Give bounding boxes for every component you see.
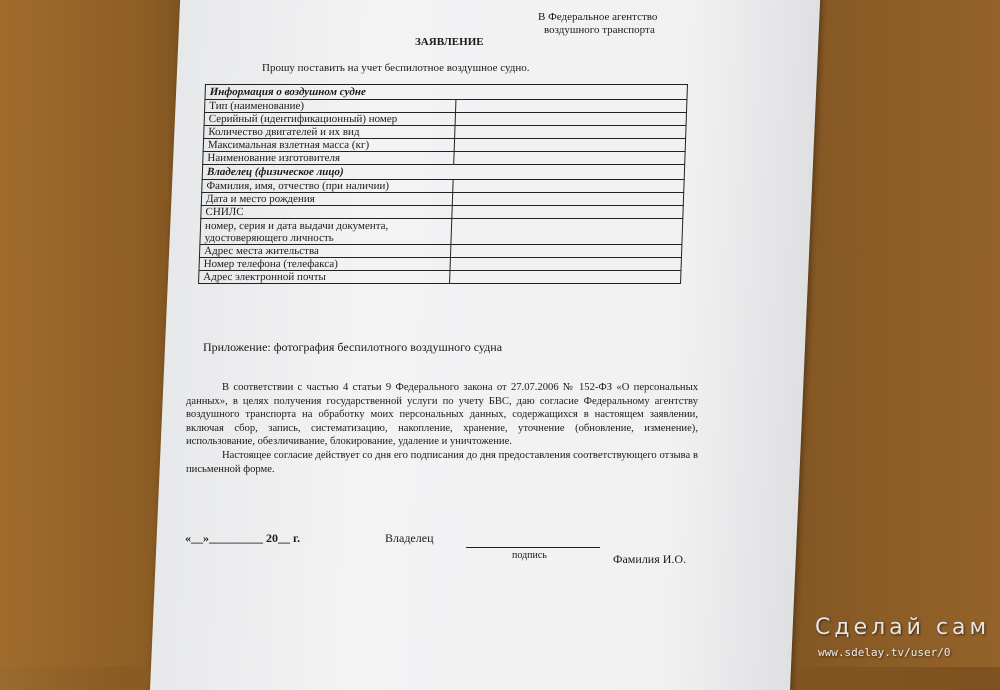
aircraft-section-header: Информация о воздушном судне — [205, 85, 688, 100]
aircraft-row-value — [455, 126, 686, 139]
aircraft-row-value — [454, 139, 685, 152]
consent-paragraph-2: Настоящее согласие действует со дня его подписания до дня предоставления соответствующего отзыва в письменной форме. — [186, 449, 698, 475]
owner-label: Владелец — [385, 531, 434, 545]
owner-row-label: Фамилия, имя, отчество (при наличии) — [202, 180, 453, 193]
signature-line — [466, 547, 600, 548]
owner-row-label: Дата и место рождения — [201, 193, 452, 206]
aircraft-row-value — [454, 152, 685, 165]
owner-row-label: Адрес места жительства — [199, 245, 450, 258]
consent-paragraph-1: В соответствии с частью 4 статьи 9 Федерального закона от 27.07.2006 № 152-ФЗ «О персональных данных», в целях получения государственной услуги по учету БВС, даю согласие Федеральному агентству воздушного транспорта на обработку моих персональных данных, содержащихся в настоящем заявлении, включая сбор, запись, систематизацию, накопление, хранение, уточнение (обновление, изменение), использование, обезличивание, блокирование, удаление и уничтожение. — [186, 382, 698, 448]
name-label: Фамилия И.О. — [613, 552, 687, 566]
addressee-line-1: В Федеральное агентство — [538, 11, 658, 23]
addressee-line-2: воздушного транспорта — [544, 24, 655, 36]
request-text: Прошу поставить на учет беспилотное воздушное судно. — [262, 62, 530, 74]
owner-row-label: СНИЛС — [201, 206, 452, 219]
aircraft-row-label: Количество двигателей и их вид — [204, 126, 455, 139]
owner-row-value — [450, 245, 681, 258]
owner-row-label: Номер телефона (телефакса) — [199, 258, 450, 271]
aircraft-row-label: Тип (наименование) — [205, 100, 456, 113]
owner-row-label: номер, серия и дата выдачи документа, удостоверяющего личность — [200, 219, 452, 245]
watermark-url: www.sdelay.tv/user/0 — [818, 646, 951, 659]
owner-row-value — [450, 271, 681, 284]
owner-row-value — [452, 193, 683, 206]
owner-row-value — [451, 219, 683, 245]
document-title: ЗАЯВЛЕНИЕ — [415, 36, 484, 48]
owner-row-value — [453, 180, 684, 193]
aircraft-row-label: Максимальная взлетная масса (кг) — [203, 139, 454, 152]
date-field: «__»_________ 20__ г. — [185, 531, 301, 545]
owner-section-header: Владелец (физическое лицо) — [202, 165, 685, 180]
owner-row-value — [450, 258, 681, 271]
attachment-note: Приложение: фотография беспилотного воздушного судна — [203, 340, 503, 354]
aircraft-row-value — [455, 113, 686, 126]
watermark-title: Сделай сам — [815, 615, 991, 640]
addressee — [538, 11, 657, 37]
aircraft-row-label: Серийный (идентификационный) номер — [204, 113, 455, 126]
signature-caption: подпись — [512, 550, 547, 561]
aircraft-row-label: Наименование изготовителя — [203, 152, 454, 165]
aircraft-row-value — [456, 100, 687, 113]
owner-row-label: Адрес электронной почты — [199, 271, 450, 284]
owner-row-value — [452, 206, 683, 219]
consent-block — [186, 381, 698, 476]
application-form-table — [198, 84, 688, 284]
